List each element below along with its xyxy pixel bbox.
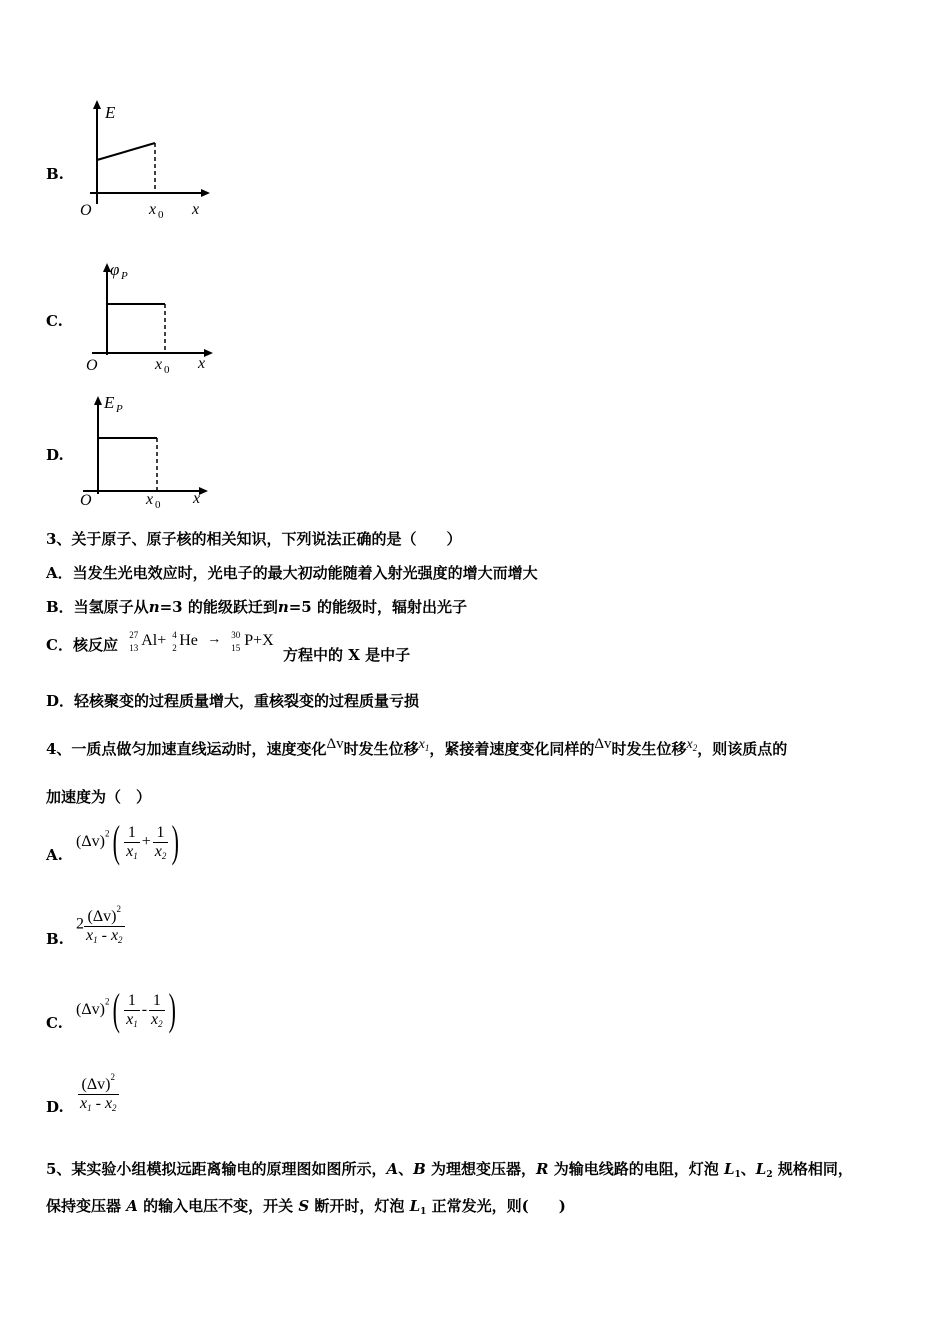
graph-b-x-label: x: [192, 201, 200, 218]
q3-option-c-tail: 方程中的 X 是中子: [283, 646, 411, 664]
graph-c: [80, 255, 225, 375]
q5-stem-line1: 5、某实验小组模拟远距离输电的原理图如图所示，A、B 为理想变压器，R 为输电线路的电阻，灯泡 $L_1$、$L_2$ 规格相同，: [46, 1160, 853, 1180]
option-b-label: B.: [46, 165, 64, 183]
graph-b-y-label: E: [105, 103, 116, 122]
q4-stem-line1: 4、一质点做匀加速直线运动时，速度变化Δv时发生位移$x_1$，紧接着速度变化同样的Δv时发生位移$x_2$，则该质点的: [46, 736, 788, 758]
graph-d-y-label: E: [104, 393, 115, 412]
q4-option-b-formula: 2 $\frac{(\Delta v)^2}{x_1 - x_2}$: [76, 904, 123, 945]
q3-option-b: B．当氢原子从n=3 的能级跃迁到n=5 的能级时，辐射出光子: [46, 598, 467, 616]
graph-b: [70, 98, 220, 223]
graph-c-origin: O: [86, 357, 98, 374]
graph-b-y-arrow: [93, 100, 101, 109]
graph-b-line: [97, 143, 155, 160]
graph-c-x0: x: [155, 356, 163, 373]
option-d-label: D.: [46, 446, 64, 464]
graph-d-origin: O: [80, 492, 92, 509]
graph-b-x0-sub: 0: [158, 209, 164, 221]
graph-b-origin: O: [80, 202, 92, 219]
graph-d-y-sub: P: [116, 403, 123, 415]
graph-c-y-sub: P: [121, 270, 128, 282]
graph-b-x0: x: [149, 201, 157, 218]
q4-stem-line2: 加速度为（ ）: [46, 788, 152, 806]
graph-d: [75, 388, 220, 510]
graph-c-x0-sub: 0: [164, 364, 170, 375]
q4-option-b-label: B.: [46, 930, 64, 948]
q3-option-d: D．轻核聚变的过程质量增大，重核裂变的过程质量亏损: [46, 692, 420, 710]
q3-option-c: C．核反应 27 13 Al+ 4 2 He → 30 15 P+X: [46, 630, 341, 666]
graph-d-x-label: x: [193, 490, 201, 507]
q4-option-d-formula: $\frac{(\Delta v)^2}{x_1 - x_2}$: [80, 1072, 117, 1113]
q3-option-a: A．当发生光电效应时，光电子的最大初动能随着入射光强度的增大而增大: [46, 564, 538, 582]
graph-d-x0-sub: 0: [155, 499, 161, 510]
option-c-label: C.: [46, 312, 63, 330]
q4-option-a-label: A.: [46, 846, 63, 864]
graph-c-y-label: φ: [110, 260, 120, 279]
graph-b-x-arrow: [201, 189, 210, 197]
q4-option-a-formula: $(\Delta v)^2$( $\frac{1}{x_1}$ + $\frac{1}{x_2}$ ): [76, 817, 180, 866]
q3-stem: 3、关于原子、原子核的相关知识，下列说法正确的是（ ）: [46, 530, 462, 548]
nuclear-equation: 27 13 Al+ 4 2 He → 30 15 P+X: [129, 630, 274, 653]
q5-stem-line2: 保持变压器 A 的输入电压不变，开关 S 断开时，灯泡 $L_1$ 正常发光，则( ): [46, 1197, 566, 1217]
q4-option-c-formula: $(\Delta v)^2$( $\frac{1}{x_1}$ - $\frac{1}{x_2}$ ): [76, 985, 176, 1034]
graph-d-x0: x: [146, 491, 154, 508]
graph-c-x-label: x: [198, 355, 206, 372]
q4-option-c-label: C.: [46, 1014, 63, 1032]
q4-option-d-label: D.: [46, 1098, 64, 1116]
